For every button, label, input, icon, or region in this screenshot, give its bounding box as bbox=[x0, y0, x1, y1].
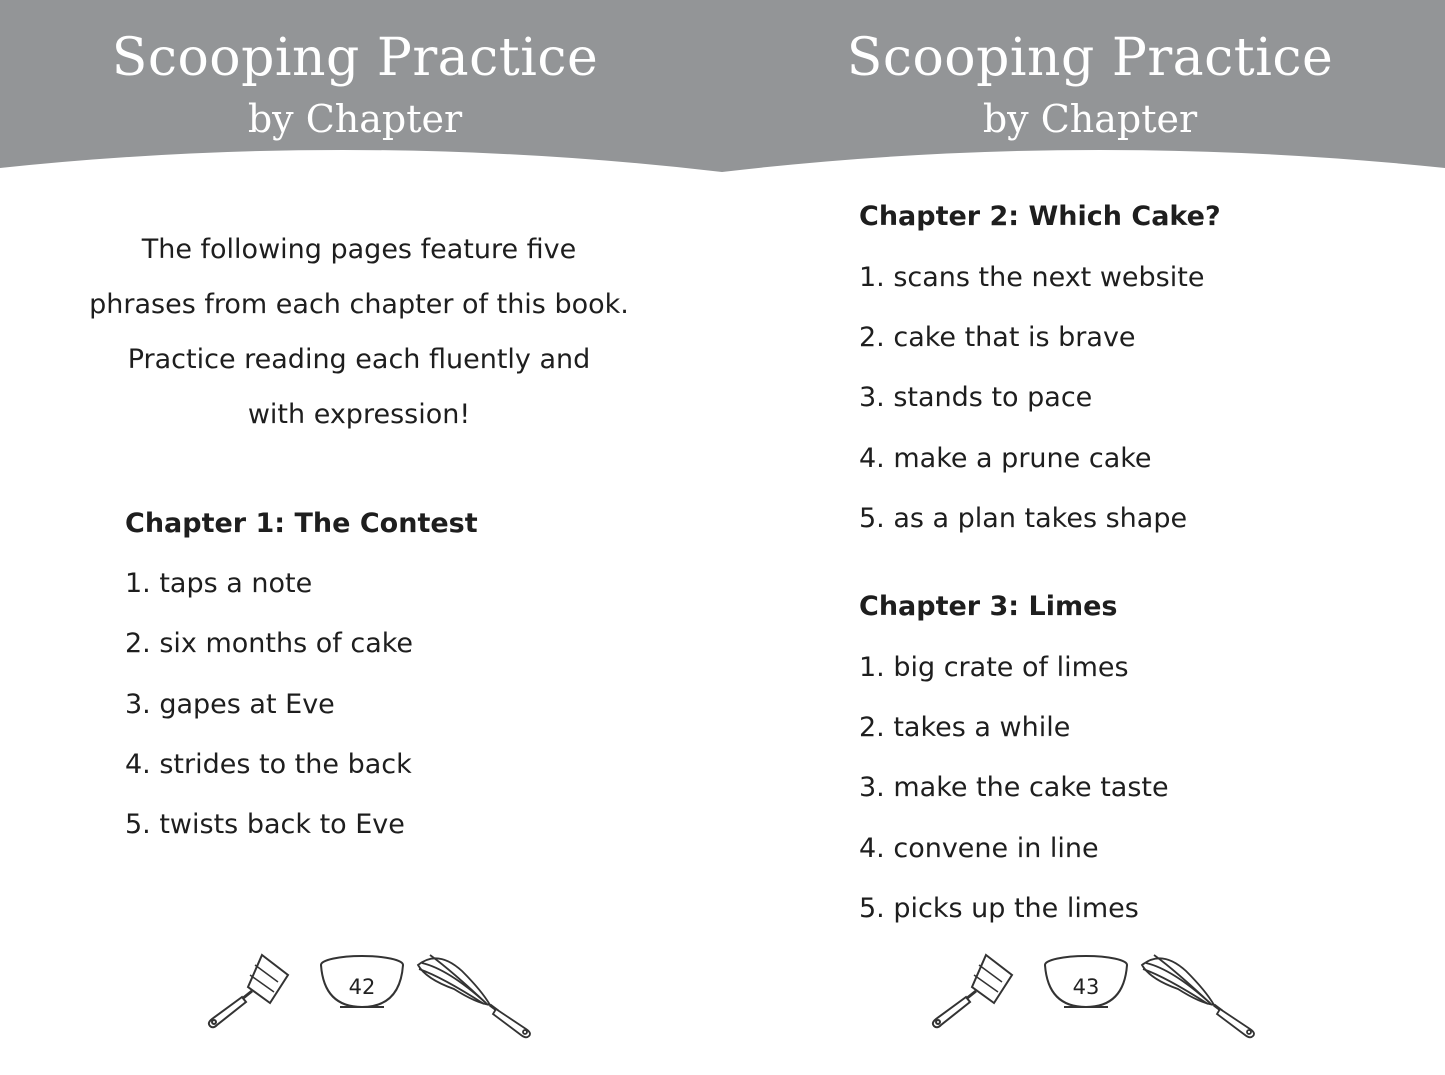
phrase-item: 2. cake that is brave bbox=[859, 322, 1136, 353]
phrase-item: 5. twists back to Eve bbox=[125, 809, 405, 840]
page-title: Scooping Practice bbox=[111, 28, 599, 88]
whisk-icon bbox=[418, 955, 530, 1037]
phrase-item: 3. make the cake taste bbox=[859, 772, 1169, 803]
page-title: Scooping Practice bbox=[846, 28, 1334, 88]
intro-line: phrases from each chapter of this book. bbox=[89, 289, 629, 320]
whisk-icon bbox=[1142, 955, 1254, 1037]
page-number: 42 bbox=[348, 975, 376, 999]
intro-line: The following pages feature five bbox=[141, 234, 577, 265]
spatula-icon bbox=[209, 955, 288, 1027]
spatula-icon bbox=[933, 955, 1012, 1027]
phrase-item: 5. as a plan takes shape bbox=[859, 503, 1188, 534]
phrase-item: 1. scans the next website bbox=[859, 262, 1205, 293]
left-page bbox=[0, 0, 722, 1075]
phrase-item: 2. takes a while bbox=[859, 712, 1071, 743]
chapter-heading: Chapter 2: Which Cake? bbox=[859, 201, 1221, 232]
phrase-item: 2. six months of cake bbox=[125, 628, 414, 659]
phrase-item: 3. stands to pace bbox=[859, 382, 1093, 413]
phrase-item: 1. big crate of limes bbox=[859, 652, 1129, 683]
intro-line: with expression! bbox=[247, 399, 471, 430]
right-page bbox=[723, 0, 1445, 1075]
phrase-item: 4. strides to the back bbox=[125, 749, 412, 780]
intro-line: Practice reading each fluently and bbox=[127, 344, 591, 375]
phrase-item: 5. picks up the limes bbox=[859, 893, 1139, 924]
phrase-item: 1. taps a note bbox=[125, 568, 313, 599]
page-subtitle: by Chapter bbox=[982, 97, 1198, 141]
page-number: 43 bbox=[1072, 975, 1100, 999]
phrase-item: 4. convene in line bbox=[859, 833, 1099, 864]
page-subtitle: by Chapter bbox=[247, 97, 463, 141]
intro-paragraph bbox=[60, 222, 658, 442]
chapter-heading: Chapter 3: Limes bbox=[859, 591, 1118, 622]
phrase-item: 3. gapes at Eve bbox=[125, 689, 335, 720]
phrase-item: 4. make a prune cake bbox=[859, 443, 1152, 474]
chapter-heading: Chapter 1: The Contest bbox=[125, 508, 478, 539]
